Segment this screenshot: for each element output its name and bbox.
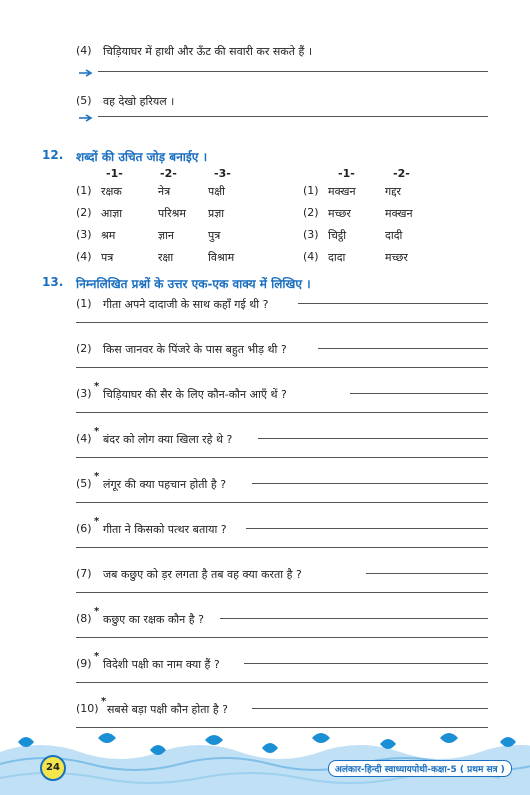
question-text: सबसे बड़ा पक्षी कौन होता है ? xyxy=(107,703,229,716)
question-number: (3) xyxy=(76,387,92,400)
answer-line[interactable] xyxy=(76,637,488,638)
question-text: जब कछुए को ड़र लगता है तब वह क्या करता है ? xyxy=(103,568,302,581)
answer-line[interactable] xyxy=(98,71,488,72)
word-cell[interactable]: रक्षा xyxy=(158,251,174,264)
word-cell[interactable]: श्रम xyxy=(101,229,116,242)
answer-line[interactable] xyxy=(252,483,488,484)
question-number: (2) xyxy=(76,342,92,355)
question-text: गीता अपने दादाजी के साथ कहाँ गई थी ? xyxy=(103,298,269,311)
arrow-icon xyxy=(79,69,93,77)
question-number: (7) xyxy=(76,567,92,580)
word-cell[interactable]: रक्षक xyxy=(101,185,122,198)
word-cell[interactable]: दादा xyxy=(328,251,346,264)
answer-line[interactable] xyxy=(76,727,488,728)
question-text: कछुए का रक्षक कौन है ? xyxy=(103,613,204,626)
item-text: चिड़ियाघर में हाथी और ऊँट की सवारी कर सकते हैं । xyxy=(103,45,312,58)
word-cell[interactable]: परिश्रम xyxy=(158,207,186,220)
item-text: वह देखो हरियल । xyxy=(103,95,175,108)
answer-line[interactable] xyxy=(318,348,488,349)
answer-line[interactable] xyxy=(76,592,488,593)
question-13-title: निम्नलिखित प्रश्नों के उत्तर एक-एक वाक्य में लिखिए । xyxy=(76,277,311,291)
star-icon: * xyxy=(94,516,100,527)
question-text: चिड़ियाघर की सैर के लिए कौन-कौन आएँ थें ? xyxy=(103,388,287,401)
question-number: (1) xyxy=(76,297,92,310)
word-cell[interactable]: मच्छर xyxy=(328,207,351,220)
row-number: (4) xyxy=(303,250,319,263)
row-number: (1) xyxy=(303,184,319,197)
answer-line[interactable] xyxy=(76,547,488,548)
answer-line[interactable] xyxy=(246,528,488,529)
star-icon: * xyxy=(94,471,100,482)
word-cell[interactable]: गद्दर xyxy=(385,185,402,198)
book-title-label: अलंकार-हिन्दी स्वाध्यायपोथी-कक्षा-5 ( प्रथम सत्र ) xyxy=(328,760,512,777)
star-icon: * xyxy=(94,381,100,392)
question-text: लंगूर की क्या पहचान होती है ? xyxy=(103,478,227,491)
answer-line[interactable] xyxy=(76,322,488,323)
question-number: (4) xyxy=(76,432,92,445)
question-number: (10) xyxy=(76,702,99,715)
arrow-icon xyxy=(79,114,93,122)
answer-line[interactable] xyxy=(220,618,488,619)
word-cell[interactable]: पुत्र xyxy=(208,229,221,242)
question-text: गीता ने किसको पत्थर बताया ? xyxy=(103,523,227,536)
answer-line[interactable] xyxy=(366,573,488,574)
star-icon: * xyxy=(94,651,100,662)
answer-line[interactable] xyxy=(350,393,488,394)
row-number: (2) xyxy=(303,206,319,219)
answer-line[interactable] xyxy=(76,457,488,458)
word-cell[interactable]: विश्राम xyxy=(208,251,235,264)
question-text: किस जानवर के पिंजरे के पास बहुत भीड़ थी ? xyxy=(103,343,287,356)
row-number: (4) xyxy=(76,250,92,263)
page-number-badge: 24 xyxy=(40,755,66,781)
question-number: (6) xyxy=(76,522,92,535)
answer-line[interactable] xyxy=(258,438,488,439)
column-head: -2- xyxy=(160,167,177,180)
column-head: -3- xyxy=(214,167,231,180)
row-number: (3) xyxy=(76,228,92,241)
item-number: (5) xyxy=(76,94,92,107)
word-cell[interactable]: दादी xyxy=(385,229,403,242)
row-number: (2) xyxy=(76,206,92,219)
question-text: बंदर को लोग क्या खिला रहे थे ? xyxy=(103,433,233,446)
question-12-title: शब्दों की उचित जोड़ बनाईए । xyxy=(76,150,208,164)
answer-line[interactable] xyxy=(298,303,488,304)
answer-line[interactable] xyxy=(76,367,488,368)
item-number: (4) xyxy=(76,44,92,57)
question-13-number: 13. xyxy=(42,275,64,289)
word-cell[interactable]: आज्ञा xyxy=(101,207,123,220)
row-number: (3) xyxy=(303,228,319,241)
column-head: -2- xyxy=(393,167,410,180)
word-cell[interactable]: चिट्ठी xyxy=(328,229,347,242)
question-number: (9) xyxy=(76,657,92,670)
star-icon: * xyxy=(94,606,100,617)
answer-line[interactable] xyxy=(76,412,488,413)
word-cell[interactable]: मच्छर xyxy=(385,251,408,264)
word-cell[interactable]: ज्ञान xyxy=(158,229,175,242)
question-number: (5) xyxy=(76,477,92,490)
question-12-number: 12. xyxy=(42,148,64,162)
question-number: (8) xyxy=(76,612,92,625)
row-number: (1) xyxy=(76,184,92,197)
word-cell[interactable]: मक्खन xyxy=(328,185,356,198)
word-cell[interactable]: प्रज्ञा xyxy=(208,207,225,220)
question-text: विदेशी पक्षी का नाम क्या हैं ? xyxy=(103,658,220,671)
word-cell[interactable]: नेत्र xyxy=(158,185,171,198)
star-icon: * xyxy=(94,426,100,437)
word-cell[interactable]: मक्खन xyxy=(385,207,413,220)
word-cell[interactable]: पत्र xyxy=(101,251,114,264)
answer-line[interactable] xyxy=(252,708,488,709)
answer-line[interactable] xyxy=(76,682,488,683)
column-head: -1- xyxy=(106,167,123,180)
answer-line[interactable] xyxy=(244,663,488,664)
answer-line[interactable] xyxy=(76,502,488,503)
word-cell[interactable]: पक्षी xyxy=(208,185,225,198)
star-icon: * xyxy=(101,696,107,707)
column-head: -1- xyxy=(338,167,355,180)
answer-line[interactable] xyxy=(98,116,488,117)
